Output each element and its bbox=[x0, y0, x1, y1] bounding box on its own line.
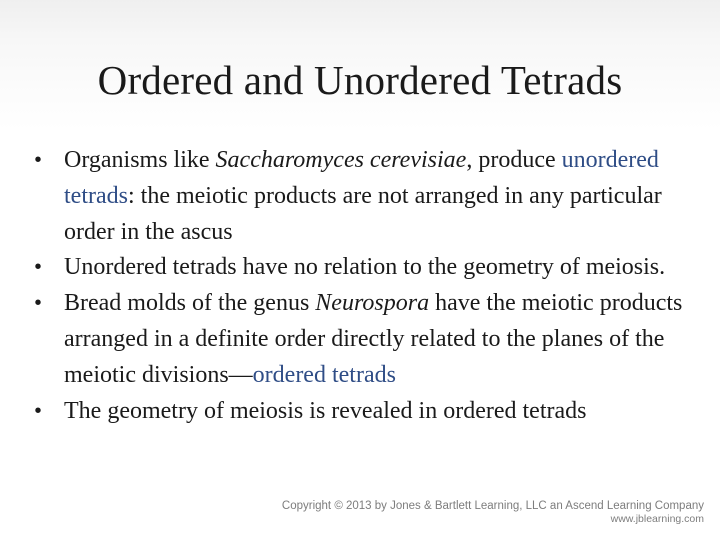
bullet-text-part: , produce bbox=[466, 147, 562, 173]
publisher-url: www.jblearning.com bbox=[610, 513, 704, 525]
bullet-icon: • bbox=[34, 399, 42, 422]
bullet-icon: • bbox=[34, 256, 42, 279]
key-term: unordered tetrads bbox=[64, 147, 659, 209]
bullet-text bbox=[64, 398, 586, 424]
bullet-text-part: Organisms like bbox=[64, 147, 216, 173]
slide-title: Ordered and Unordered Tetrads bbox=[97, 57, 623, 103]
bullet-item bbox=[30, 143, 700, 250]
bullet-item bbox=[30, 394, 700, 430]
bullet-text bbox=[64, 290, 682, 388]
bullet-text-part: The geometry of meiosis is revealed in ordered tetrads bbox=[64, 397, 587, 424]
bullet-text bbox=[64, 254, 665, 280]
bullet-text-part: Unordered tetrads have no relation to the geometry of meiosis. bbox=[64, 254, 666, 281]
bullet-icon: • bbox=[34, 149, 42, 171]
species-name: Saccharomyces cerevisiae bbox=[215, 147, 467, 173]
genus-name: Neurospora bbox=[315, 290, 430, 317]
bullet-text-part: : the meiotic products are not arranged in any particular order in the ascus bbox=[64, 182, 662, 245]
key-term: ordered tetrads bbox=[252, 361, 396, 388]
bullet-icon: • bbox=[34, 292, 42, 315]
bullet-item bbox=[30, 250, 700, 286]
copyright-notice bbox=[282, 500, 704, 525]
bullet-text-part: have the meiotic products arranged in a definite order directly related to the planes of the meiotic divisions— bbox=[64, 290, 683, 388]
bullet-text-part: Bread molds of the genus bbox=[64, 290, 316, 317]
copyright-text: Copyright © 2013 by Jones & Bartlett Learning, LLC an Ascend Learning Company bbox=[281, 500, 704, 512]
bullet-item bbox=[30, 286, 700, 393]
bullet-text bbox=[64, 147, 662, 245]
bullet-list bbox=[30, 143, 700, 429]
